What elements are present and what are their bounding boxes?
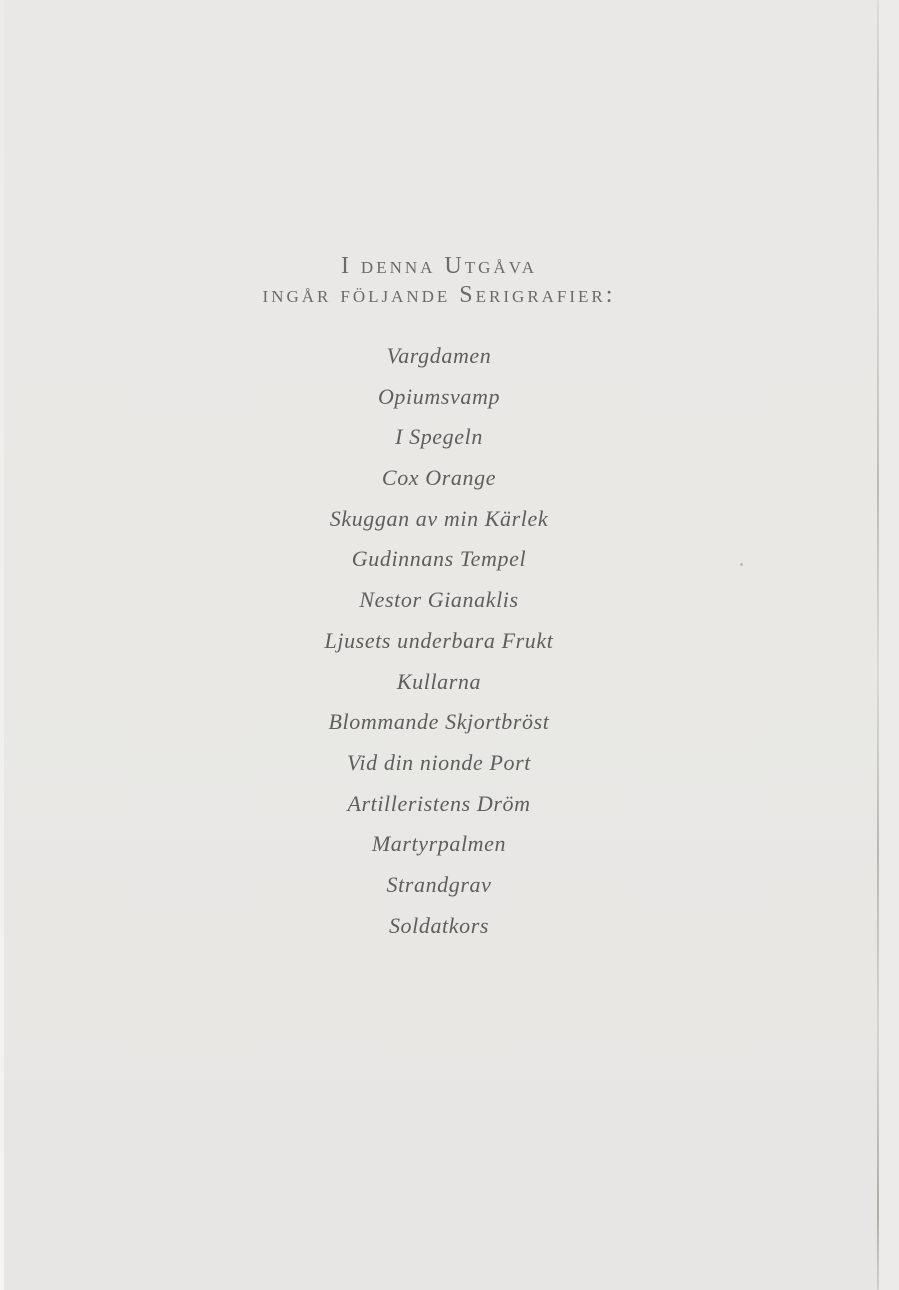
- serigraph-title: Strandgrav: [386, 871, 492, 897]
- serigraph-title: Opiumsvamp: [377, 383, 501, 409]
- edition-heading: [0, 252, 878, 310]
- serigraph-title: Cox Orange: [381, 465, 497, 491]
- heading-line-2: ingår följande Serigrafier:: [262, 282, 616, 308]
- heading-line-1: I denna Utgåva: [340, 253, 538, 279]
- serigraph-title: Vargdamen: [386, 343, 492, 368]
- serigraph-title: Soldatkors: [388, 912, 490, 938]
- serigraph-title: Artilleristens Dröm: [347, 790, 531, 816]
- serigraph-title: Skuggan av min Kärlek: [329, 505, 549, 531]
- serigraph-title: I Spegeln: [395, 424, 483, 450]
- serigraph-title: Gudinnans Tempel: [351, 546, 527, 572]
- serigraph-title: Nestor Gianaklis: [359, 587, 519, 613]
- serigraph-title: Ljusets underbara Frukt: [324, 627, 554, 653]
- paper-right-margin: [878, 0, 899, 1290]
- serigraph-title-list: [0, 336, 878, 946]
- serigraph-title: Vid din nionde Port: [347, 749, 531, 775]
- serigraph-title: Martyrpalmen: [371, 831, 507, 857]
- serigraph-title: Kullarna: [396, 668, 482, 694]
- serigraph-title: Blommande Skjortbröst: [328, 709, 550, 735]
